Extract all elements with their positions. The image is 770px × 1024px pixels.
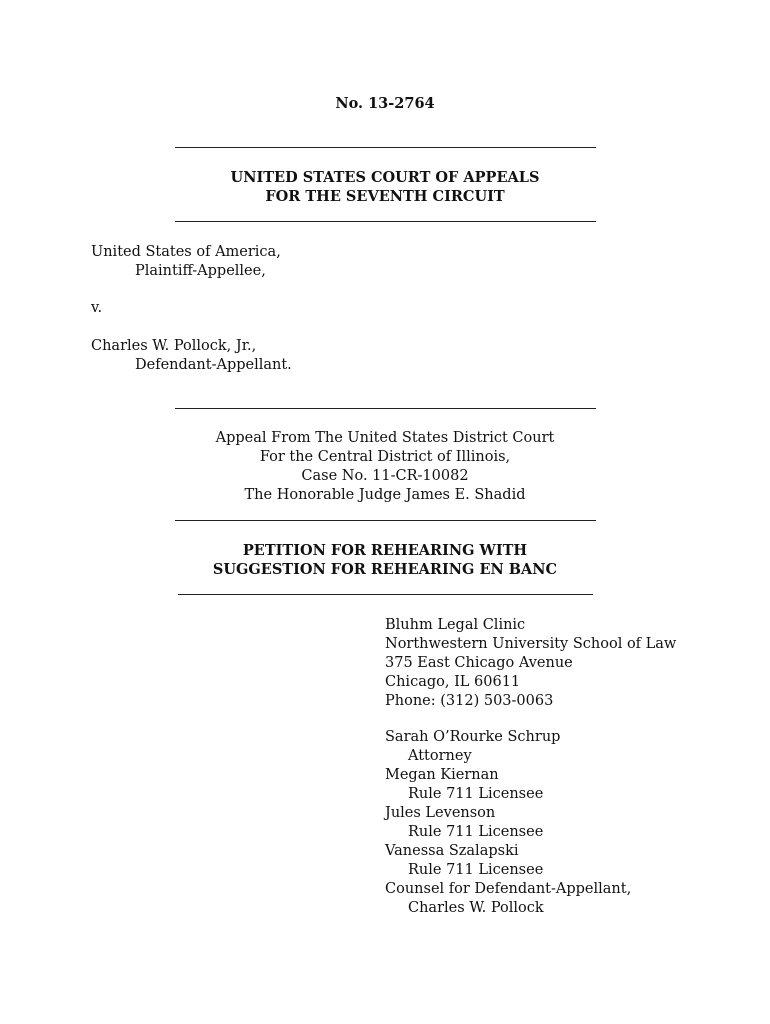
plaintiff-name: United States of America, — [91, 244, 281, 260]
appeal-info-line2: For the Central District of Illinois, — [259, 449, 511, 465]
clinic-city: Chicago, IL 60611 — [385, 674, 521, 690]
divider-top — [175, 147, 596, 148]
appeal-info-line4: The Honorable Judge James E. Shadid — [244, 487, 526, 503]
counsel-role: Attorney — [408, 748, 472, 764]
appeal-info-line3: Case No. 11-CR-10082 — [301, 468, 469, 484]
petition-title-line2: SUGGESTION FOR REHEARING EN BANC — [212, 561, 558, 578]
counsel-name: Vanessa Szalapski — [385, 843, 519, 859]
defendant-block — [91, 337, 292, 375]
clinic-name: Bluhm Legal Clinic — [385, 617, 526, 633]
petition-title-line1: PETITION FOR REHEARING WITH — [242, 542, 528, 559]
counsel-name: Sarah O’Rourke Schrup — [385, 729, 561, 745]
case-number: No. 13-2764 — [335, 95, 435, 112]
appeal-info-line1: Appeal From The United States District Court — [215, 430, 555, 446]
clinic-block — [385, 616, 676, 711]
petition-title — [0, 541, 770, 579]
divider-appeal — [175, 520, 596, 521]
counsel-name: Megan Kiernan — [385, 767, 499, 783]
counsel-block — [385, 728, 631, 918]
clinic-school: Northwestern University School of Law — [385, 636, 677, 652]
divider-court — [175, 221, 596, 222]
counsel-role: Rule 711 Licensee — [408, 824, 544, 840]
parties-block — [91, 243, 281, 281]
counsel-role: Rule 711 Licensee — [408, 786, 544, 802]
counsel-role: Rule 711 Licensee — [408, 862, 544, 878]
plaintiff-role: Plaintiff-Appellee, — [135, 263, 266, 279]
counsel-name: Jules Levenson — [385, 805, 496, 821]
clinic-address: 375 East Chicago Avenue — [385, 655, 573, 671]
clinic-phone: Phone: (312) 503-0063 — [385, 693, 554, 709]
court-heading-line2: FOR THE SEVENTH CIRCUIT — [265, 188, 505, 205]
divider-parties — [175, 408, 596, 409]
counsel-client-name: Charles W. Pollock — [408, 900, 544, 916]
defendant-name: Charles W. Pollock, Jr., — [91, 338, 257, 354]
appeal-info — [0, 429, 770, 505]
counsel-for-label: Counsel for Defendant-Appellant, — [385, 881, 632, 897]
divider-petition — [178, 594, 593, 595]
versus: v. — [91, 300, 103, 316]
court-heading-line1: UNITED STATES COURT OF APPEALS — [230, 169, 540, 186]
court-heading — [0, 168, 770, 206]
defendant-role: Defendant-Appellant. — [135, 357, 292, 373]
